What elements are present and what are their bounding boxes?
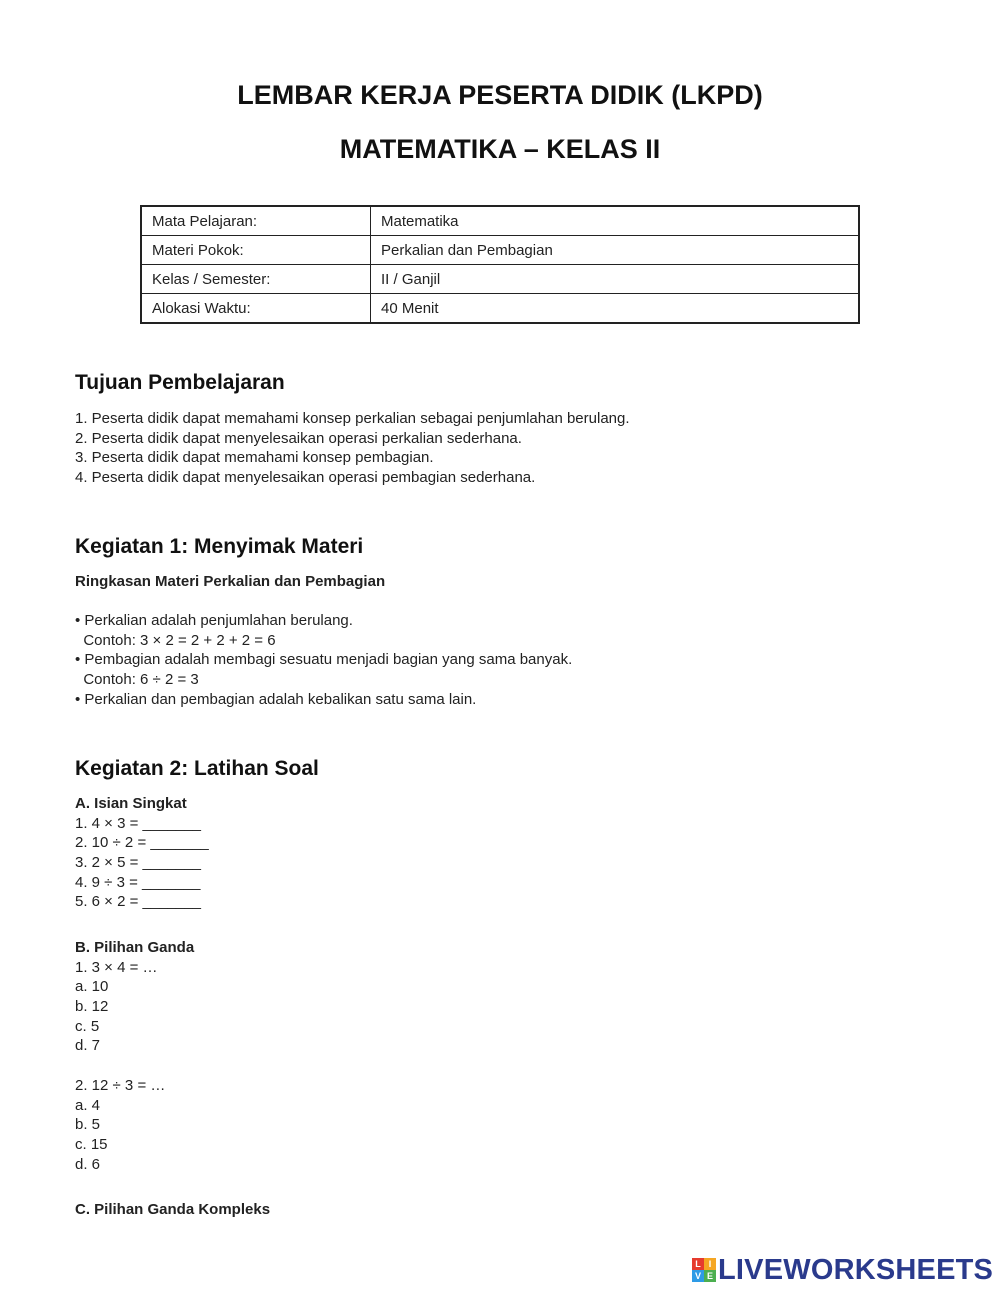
info-label: Mata Pelajaran: (141, 206, 371, 236)
option-item: d. 7 (75, 1037, 101, 1055)
section-c-title: C. Pilihan Ganda Kompleks (75, 1201, 271, 1218)
table-row (141, 236, 859, 265)
logo-text: LIVEWORKSHEETS (718, 1253, 994, 1286)
info-label: Materi Pokok: (141, 236, 371, 265)
question-item: 2. 12 ÷ 3 = … (75, 1076, 166, 1094)
spacer (75, 1056, 194, 1076)
liveworksheets-logo (692, 1253, 993, 1287)
option-item: a. 4 (75, 1096, 101, 1114)
list-item: 3. Peserta didik dapat memahami konsep pembagian. (75, 449, 434, 467)
question-item: 1. 3 × 4 = … (75, 958, 158, 976)
page-title: LEMBAR KERJA PESERTA DIDIK (LKPD) (237, 80, 763, 110)
info-label: Alokasi Waktu: (141, 294, 371, 324)
info-table (140, 205, 860, 324)
section-b-title: B. Pilihan Ganda (75, 939, 195, 956)
info-value: Matematika (371, 206, 860, 236)
kegiatan1-subheading: Ringkasan Materi Perkalian dan Pembagian (75, 573, 386, 590)
section-b (75, 938, 194, 1174)
logo-letter-v: V (692, 1270, 704, 1282)
info-label: Kelas / Semester: (141, 265, 371, 294)
info-value: Perkalian dan Pembagian (371, 236, 860, 265)
section-a-title: A. Isian Singkat (75, 795, 187, 812)
list-item: • Perkalian adalah penjumlahan berulang. (75, 612, 353, 629)
kegiatan1-summary (75, 611, 572, 709)
list-item: 4. Peserta didik dapat menyelesaikan operasi pembagian sederhana. (75, 469, 536, 487)
question-item: 2. 10 ÷ 2 = _______ (75, 834, 209, 852)
question-item: 1. 4 × 3 = _______ (75, 814, 201, 832)
option-item: b. 12 (75, 998, 109, 1016)
list-item: 1. Peserta didik dapat memahami konsep perkalian sebagai penjumlahan berulang. (75, 410, 630, 427)
list-item: Contoh: 3 × 2 = 2 + 2 + 2 = 6 (75, 631, 276, 649)
kegiatan1-heading: Kegiatan 1: Menyimak Materi (75, 535, 364, 558)
option-item: a. 10 (75, 978, 109, 996)
info-value: II / Ganjil (371, 265, 860, 294)
option-item: c. 5 (75, 1017, 100, 1035)
option-item: b. 5 (75, 1116, 101, 1134)
page-subtitle: MATEMATIKA – KELAS II (339, 134, 661, 164)
info-value: 40 Menit (371, 294, 860, 324)
question-item: 3. 2 × 5 = _______ (75, 854, 201, 872)
logo-letter-l: L (692, 1258, 704, 1270)
tujuan-list (75, 409, 630, 488)
logo-letter-e: E (704, 1270, 716, 1282)
liveworksheets-icon (692, 1258, 716, 1282)
table-row (141, 206, 859, 236)
table-row (141, 294, 859, 324)
list-item: • Perkalian dan pembagian adalah kebalikan satu sama lain. (75, 690, 477, 708)
table-row (141, 265, 859, 294)
list-item: • Pembagian adalah membagi sesuatu menjadi bagian yang sama banyak. (75, 651, 573, 669)
kegiatan2-heading: Kegiatan 2: Latihan Soal (75, 757, 319, 780)
question-item: 5. 6 × 2 = _______ (75, 893, 201, 911)
tujuan-heading: Tujuan Pembelajaran (75, 371, 285, 394)
logo-letter-i: I (704, 1258, 716, 1270)
section-a (75, 794, 209, 912)
question-item: 4. 9 ÷ 3 = _______ (75, 873, 201, 891)
option-item: d. 6 (75, 1155, 101, 1173)
list-item: Contoh: 6 ÷ 2 = 3 (75, 671, 199, 689)
list-item: 2. Peserta didik dapat menyelesaikan operasi perkalian sederhana. (75, 429, 522, 447)
option-item: c. 15 (75, 1135, 108, 1153)
